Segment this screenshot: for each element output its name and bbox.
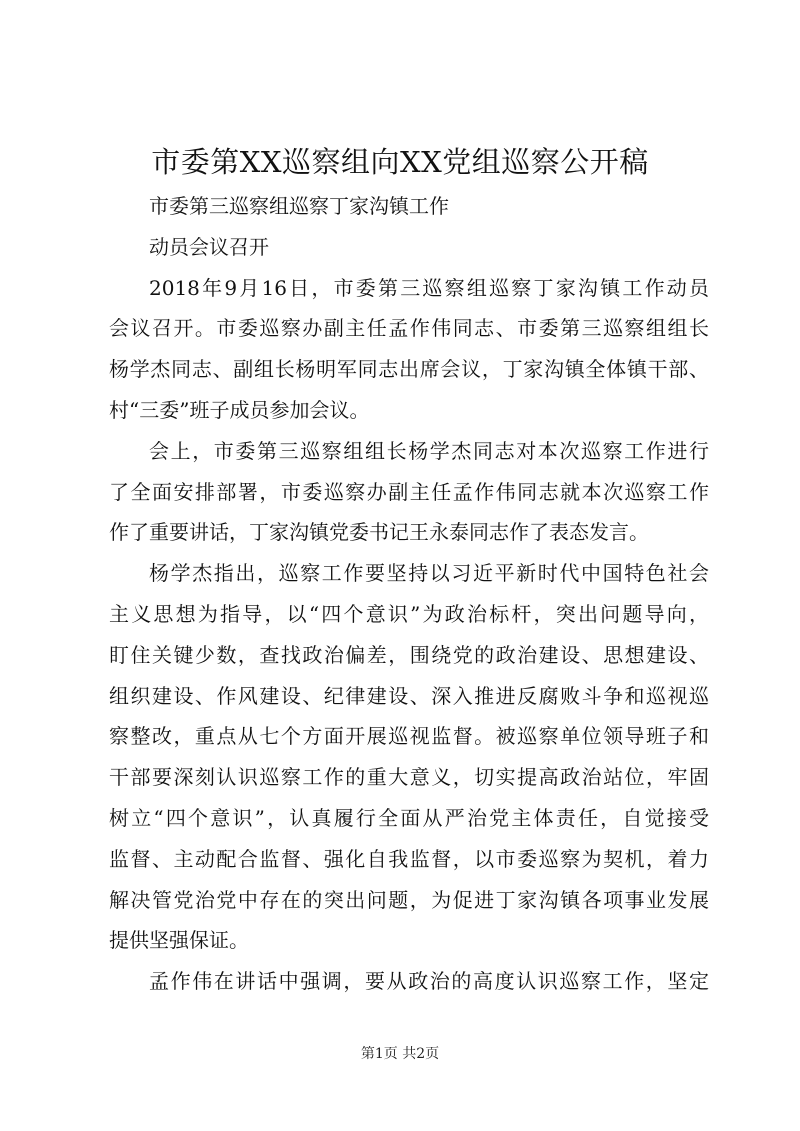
paragraph-line: 村“三委”班子成员参加会议。: [109, 397, 370, 422]
paragraph-line: 察整改，重点从七个方面开展巡视监督。被巡察单位领导班子和: [109, 724, 709, 749]
page-number-footer: 第1页 共2页: [360, 1046, 440, 1062]
paragraph-line: 孟作伟在讲话中强调，要从政治的高度认识巡察工作，坚定: [149, 969, 709, 994]
document-title: 市委第XX巡察组向XX党组巡察公开稿: [151, 145, 649, 179]
paragraph-line: 提供坚强保证。: [109, 928, 249, 953]
paragraph-line: 杨学杰同志、副组长杨明军同志出席会议，丁家沟镇全体镇干部、: [109, 357, 709, 382]
paragraph-line: 会议召开。市委巡察办副主任孟作伟同志、市委第三巡察组组长: [109, 316, 709, 341]
paragraph-line: 作了重要讲话，丁家沟镇党委书记王永泰同志作了表态发言。: [109, 520, 649, 545]
subtitle-line: 市委第三巡察组巡察丁家沟镇工作: [149, 194, 449, 218]
paragraph-line: 了全面安排部署，市委巡察办副主任孟作伟同志就本次巡察工作: [109, 479, 709, 504]
subtitle-line: 动员会议召开: [149, 234, 269, 259]
document-body: [109, 186, 709, 1002]
paragraph-line: 监督、主动配合监督、强化自我监督，以市委巡察为契机，着力: [109, 846, 709, 871]
paragraph-line: 组织建设、作风建设、纪律建设、深入推进反腐败斗争和巡视巡: [109, 683, 709, 708]
paragraph-line: 解决管党治党中存在的突出问题，为促进丁家沟镇各项事业发展: [109, 887, 709, 912]
paragraph-line: 会上，市委第三巡察组组长杨学杰同志对本次巡察工作进行: [149, 438, 709, 463]
paragraph-line: 树立“四个意识”，认真履行全面从严治党主体责任，自觉接受: [109, 805, 709, 830]
paragraph-line: 盯住关键少数，查找政治偏差，围绕党的政治建设、思想建设、: [109, 642, 709, 667]
paragraph-line: 主义思想为指导，以“四个意识”为政治标杆，突出问题导向，: [109, 601, 709, 626]
paragraph-line: 2018年9月16日，市委第三巡察组巡察丁家沟镇工作动员: [149, 275, 709, 300]
paragraph-line: 干部要深刻认识巡察工作的重大意义，切实提高政治站位，牢固: [109, 765, 709, 790]
paragraph-line: 杨学杰指出，巡察工作要坚持以习近平新时代中国特色社会: [149, 561, 709, 586]
